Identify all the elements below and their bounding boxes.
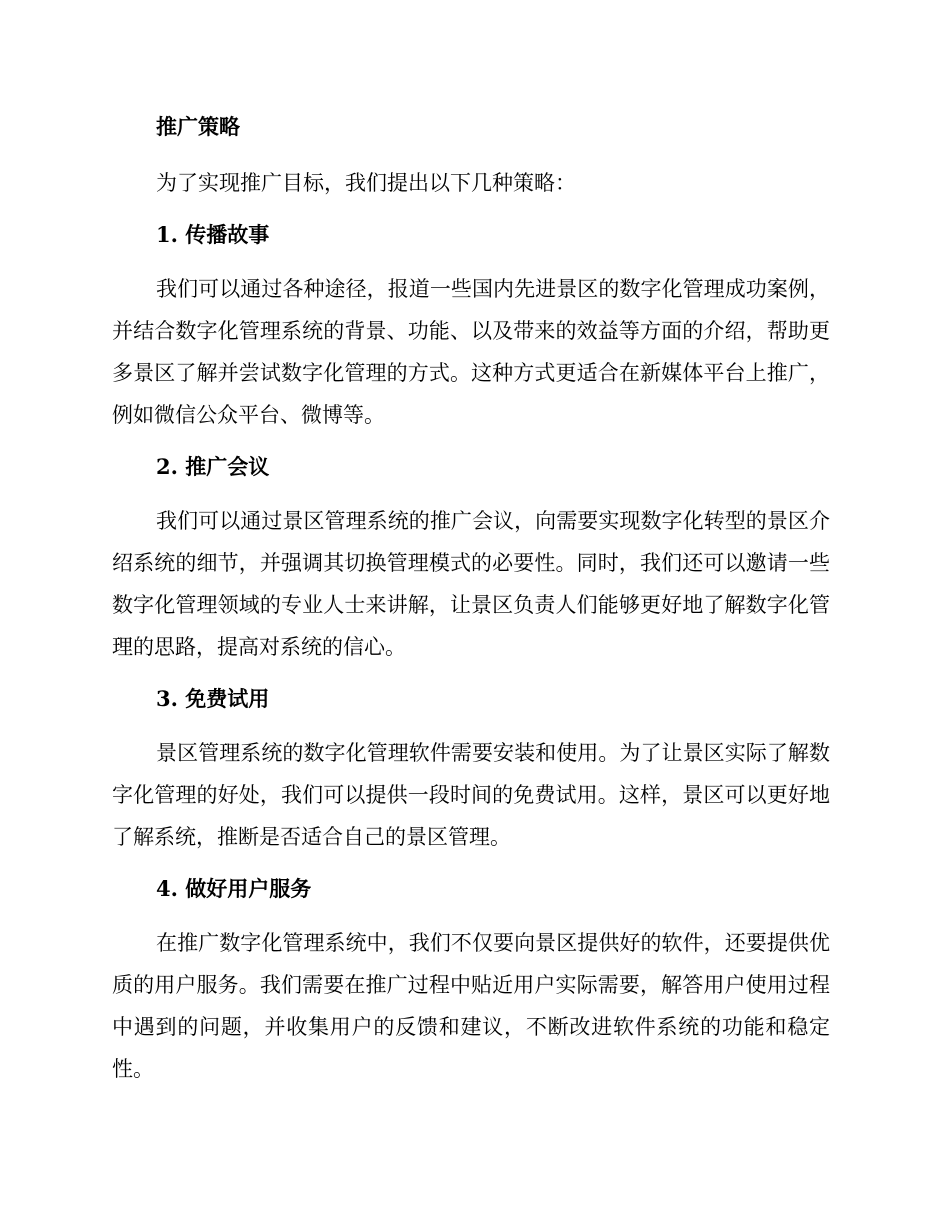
section-body-2: 我们可以通过景区管理系统的推广会议，向需要实现数字化转型的景区介绍系统的细节，并强调其切换管理模式的必要性。同时，我们还可以邀请一些数字化管理领域的专业人士来讲解，让景区负责人们能够更好地了解数字化管理的思路，提高对系统的信心。 [112,509,830,659]
section-heading-1: 1. 传播故事 [156,222,270,247]
section-heading-3: 3. 免费试用 [156,686,270,711]
section-heading-4: 4. 做好用户服务 [156,876,312,901]
section-body-3: 景区管理系统的数字化管理软件需要安装和使用。为了让景区实际了解数字化管理的好处，我们可以提供一段时间的免费试用。这样，景区可以更好地了解系统，推断是否适合自己的景区管理。 [112,741,830,849]
section-heading-2: 2. 推广会议 [156,454,270,479]
section-body-1: 我们可以通过各种途径，报道一些国内先进景区的数字化管理成功案例，并结合数字化管理系统的背景、功能、以及带来的效益等方面的介绍，帮助更多景区了解并尝试数字化管理的方式。这种方式更适合在新媒体平台上推广，例如微信公众平台、微博等。 [112,277,830,427]
document-page [112,108,830,1090]
document-title: 推广策略 [156,114,240,139]
intro-paragraph: 为了实现推广目标，我们提出以下几种策略： [156,171,576,195]
section-body-4: 在推广数字化管理系统中，我们不仅要向景区提供好的软件，还要提供优质的用户服务。我们需要在推广过程中贴近用户实际需要，解答用户使用过程中遇到的问题，并收集用户的反馈和建议，不断改进软件系统的功能和稳定性。 [112,931,830,1081]
